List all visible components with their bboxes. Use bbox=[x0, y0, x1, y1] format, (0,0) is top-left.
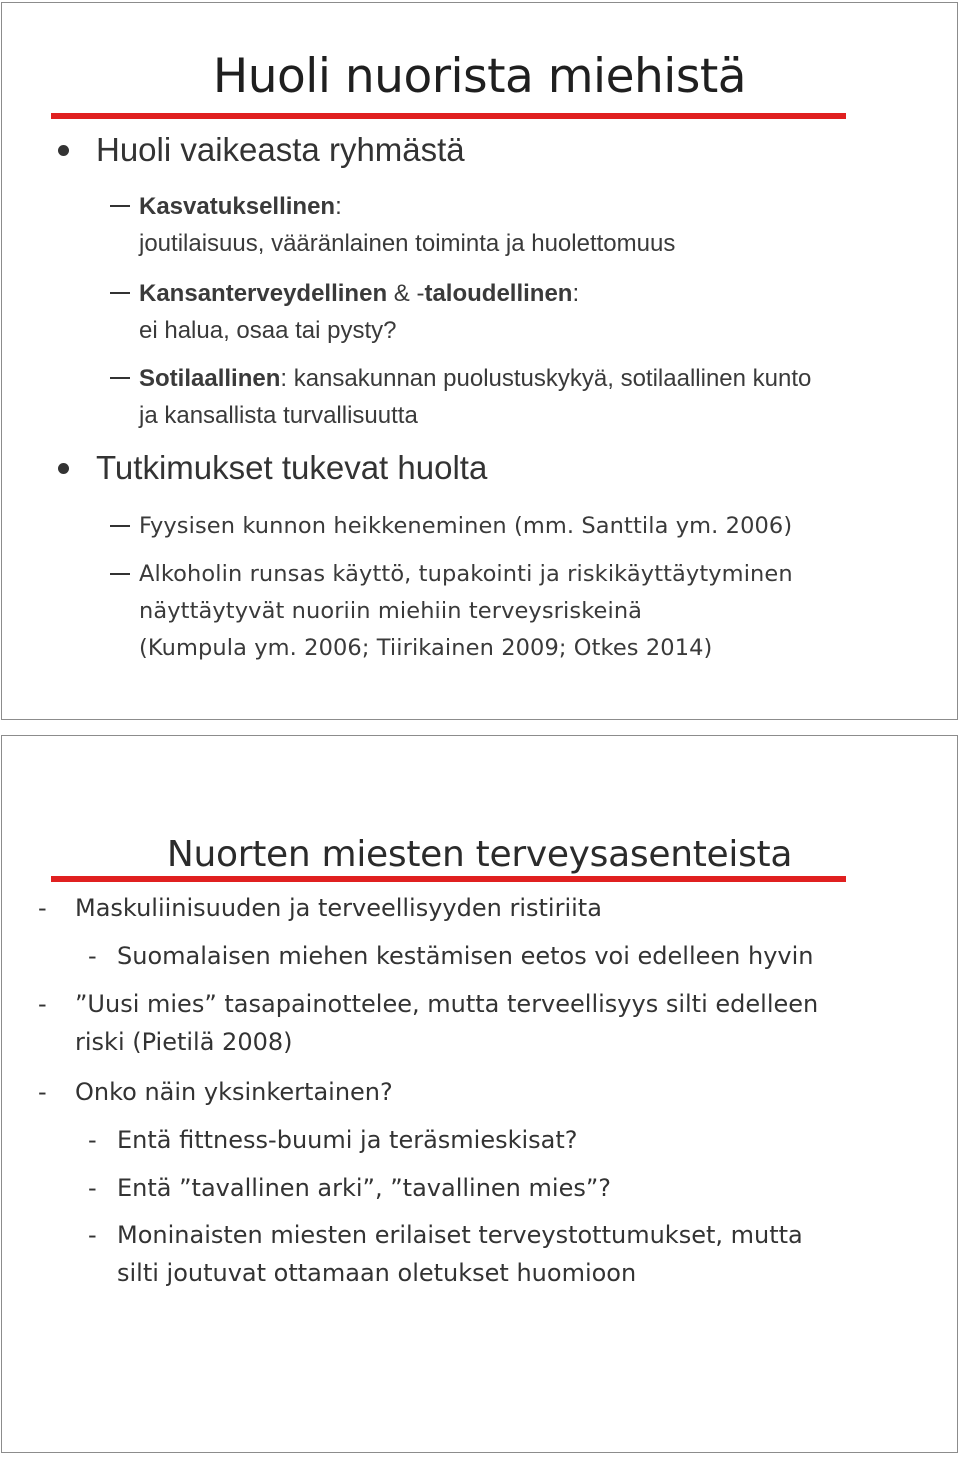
list-item-text: Suomalaisen miehen kestämisen eetos voi edelleen hyvin bbox=[117, 942, 814, 970]
title-underline-rule bbox=[51, 113, 846, 119]
title-underline-rule bbox=[51, 876, 846, 882]
bullet-dot-icon bbox=[58, 145, 69, 156]
sub-item-label: Kasvatuksellinen bbox=[139, 193, 336, 220]
dash-icon bbox=[110, 525, 130, 527]
dash-marker: - bbox=[38, 894, 47, 922]
dash-marker: - bbox=[38, 1078, 47, 1106]
sub-item-text: joutilaisuus, vääränlainen toiminta ja huolettomuus bbox=[139, 230, 676, 257]
slide-2-title: Nuorten miesten terveysasenteista bbox=[166, 834, 793, 875]
list-item-text: Maskuliinisuuden ja terveellisyyden ristiriita bbox=[75, 894, 602, 922]
dash-marker: - bbox=[88, 1174, 97, 1202]
dash-icon bbox=[110, 573, 130, 575]
sub-item-text: ja kansallista turvallisuutta bbox=[139, 402, 418, 429]
bullet-text: Huoli vaikeasta ryhmästä bbox=[96, 131, 465, 168]
sub-item-text: Alkoholin runsas käyttö, tupakointi ja riskikäyttäytyminen bbox=[139, 561, 793, 587]
dash-icon bbox=[110, 292, 130, 294]
sub-item-text: näyttäytyvät nuoriin miehiin terveysriskeinä bbox=[139, 598, 643, 624]
sub-item-text: ei halua, osaa tai pysty? bbox=[139, 317, 397, 344]
list-item-text: Onko näin yksinkertainen? bbox=[75, 1078, 393, 1106]
dash-marker: - bbox=[38, 990, 47, 1018]
sub-item-label: taloudellinen bbox=[424, 280, 573, 307]
dash-marker: - bbox=[88, 942, 97, 970]
dash-marker: - bbox=[88, 1221, 97, 1249]
sub-item-text: Fyysisen kunnon heikkeneminen (mm. Santtila ym. 2006) bbox=[139, 513, 793, 539]
bullet-dot-icon bbox=[58, 463, 69, 474]
dash-icon bbox=[110, 377, 130, 379]
dash-marker: - bbox=[88, 1126, 97, 1154]
list-item-text: ”Uusi mies” tasapainottelee, mutta terveellisyys silti edelleen bbox=[75, 990, 819, 1018]
list-item-text: riski (Pietilä 2008) bbox=[75, 1028, 293, 1056]
slide-1: Huoli nuorista miehistä Huoli vaikeasta ryhmästä Kasvatuksellinen: joutilaisuus, vääränlainen toiminta ja huolettomuus Kansanterveydellinen & -taloudellinen: ei halua, osaa tai pysty? Sotilaallinen: kansakunnan puolustuskykyä, sotilaallinen kunto ja kansallista turvallisuutta Tutkimukset tukevat huolta Fyysisen kunnon heikkeneminen (mm. Santtila ym. 2006) Alkoholin runsas käyttö, tupakointi ja riskikäyttäytyminen näyttäytyvät nuoriin miehiin terveysriskeinä (Kumpula ym. 2006; Tiirikainen 2009; Otkes 2014) bbox=[1, 2, 958, 720]
list-item-text: Entä ”tavallinen arki”, ”tavallinen mies”? bbox=[117, 1174, 612, 1202]
dash-icon bbox=[110, 205, 130, 207]
list-item-text: silti joutuvat ottamaan oletukset huomioon bbox=[117, 1259, 637, 1287]
sub-item-label: Sotilaallinen bbox=[139, 365, 281, 392]
list-item-text: Entä fittness-buumi ja teräsmieskisat? bbox=[117, 1126, 578, 1154]
sub-item-label: Kansanterveydellinen bbox=[139, 280, 388, 307]
sub-item-text: (Kumpula ym. 2006; Tiirikainen 2009; Otkes 2014) bbox=[139, 635, 713, 661]
bullet-text: Tutkimukset tukevat huolta bbox=[96, 449, 488, 486]
slide-2 bbox=[1, 735, 958, 1453]
slide-1-title: Huoli nuorista miehistä bbox=[212, 49, 747, 104]
list-item-text: Moninaisten miesten erilaiset terveystottumukset, mutta bbox=[117, 1221, 803, 1249]
